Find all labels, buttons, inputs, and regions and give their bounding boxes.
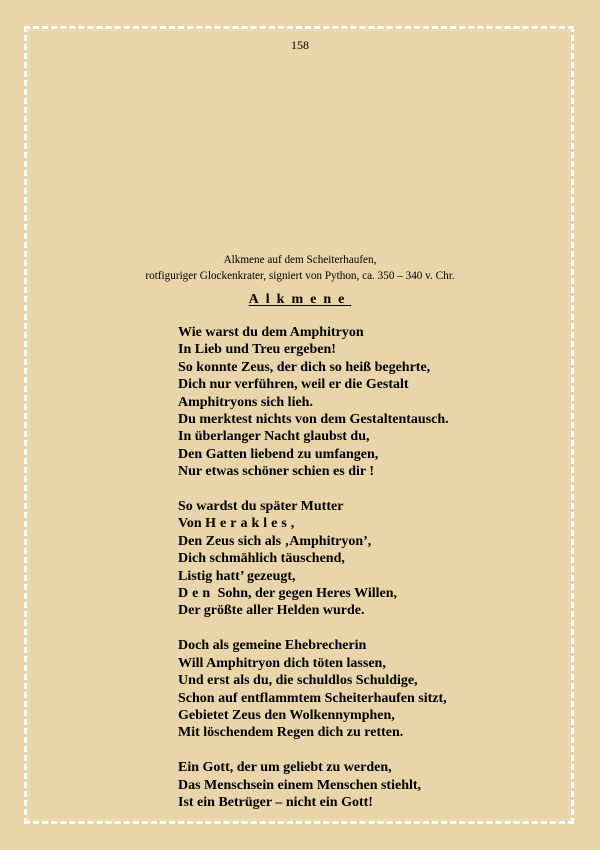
poem-line: Wie warst du dem Amphitryon: [178, 325, 364, 340]
stanza-1: [178, 324, 449, 481]
stanza-2: [178, 498, 449, 620]
poem-title: Alkmene: [248, 292, 352, 307]
poem-line: Gebietet Zeus den Wolkennymphen,: [178, 707, 395, 723]
poem-line: So konnte Zeus, der dich so heiß begehrte,: [178, 359, 431, 375]
poem-line: Du merktest nichts von dem Gestaltentausch.: [178, 412, 449, 428]
poem-line: Listig hatt’ gezeugt,: [178, 568, 296, 584]
poem-line: Doch als gemeine Ehebrecherin: [178, 638, 367, 654]
poem-line: Schon auf entflammtem Scheiterhaufen sitzt,: [178, 690, 447, 706]
poem-line: Das Menschsein einem Menschen stiehlt,: [178, 777, 422, 793]
stanza-4: [178, 759, 449, 811]
caption-line-1: Alkmene auf dem Scheiterhaufen,: [223, 254, 377, 266]
poem-line: Will Amphitryon dich töten lassen,: [178, 655, 386, 671]
poem-line: Amphitryons sich lieh.: [178, 394, 313, 410]
poem-line-text: Sohn, der gegen Heres Willen,: [214, 586, 398, 602]
poem-line: Mit löschendem Regen dich zu retten.: [178, 725, 404, 741]
poem-line: Der größte aller Helden wurde.: [178, 603, 365, 619]
poem-line: Den Zeus sich als ‚Amphitryon’,: [178, 533, 372, 549]
stanza-3: [178, 637, 449, 741]
page-number: 158: [291, 38, 309, 52]
poem-line: Dich schmählich täuschend,: [178, 551, 345, 567]
poem-line-text: Von: [178, 516, 206, 532]
poem-line: So wardst du später Mutter: [178, 499, 344, 515]
poem-line: Ein Gott, der um geliebt zu werden,: [178, 760, 392, 776]
poem-line: Und erst als du, die schuldlos Schuldige,: [178, 673, 418, 689]
image-caption: [0, 252, 600, 284]
poem-line: Nur etwas schöner schien es dir !: [178, 464, 374, 480]
poem-line: In Lieb und Treu ergeben!: [178, 342, 336, 358]
poem-line: Dich nur verführen, weil er die Gestalt: [178, 377, 409, 393]
poem-line: In überlanger Nacht glaubst du,: [178, 429, 370, 445]
poem-body: [178, 324, 449, 829]
poem-line: [178, 515, 449, 532]
poem-line: [178, 585, 449, 602]
spaced-word-den: Den: [178, 586, 215, 602]
poem-line: Den Gatten liebend zu umfangen,: [178, 446, 379, 462]
caption-line-2: rotfiguriger Glockenkrater, signiert von Python, ca. 350 – 340 v. Chr.: [145, 270, 455, 282]
poem-line-text: ,: [290, 516, 295, 532]
spaced-name-herakles: Herakles: [205, 516, 291, 532]
poem-line: Ist ein Betrüger – nicht ein Gott!: [178, 794, 373, 810]
